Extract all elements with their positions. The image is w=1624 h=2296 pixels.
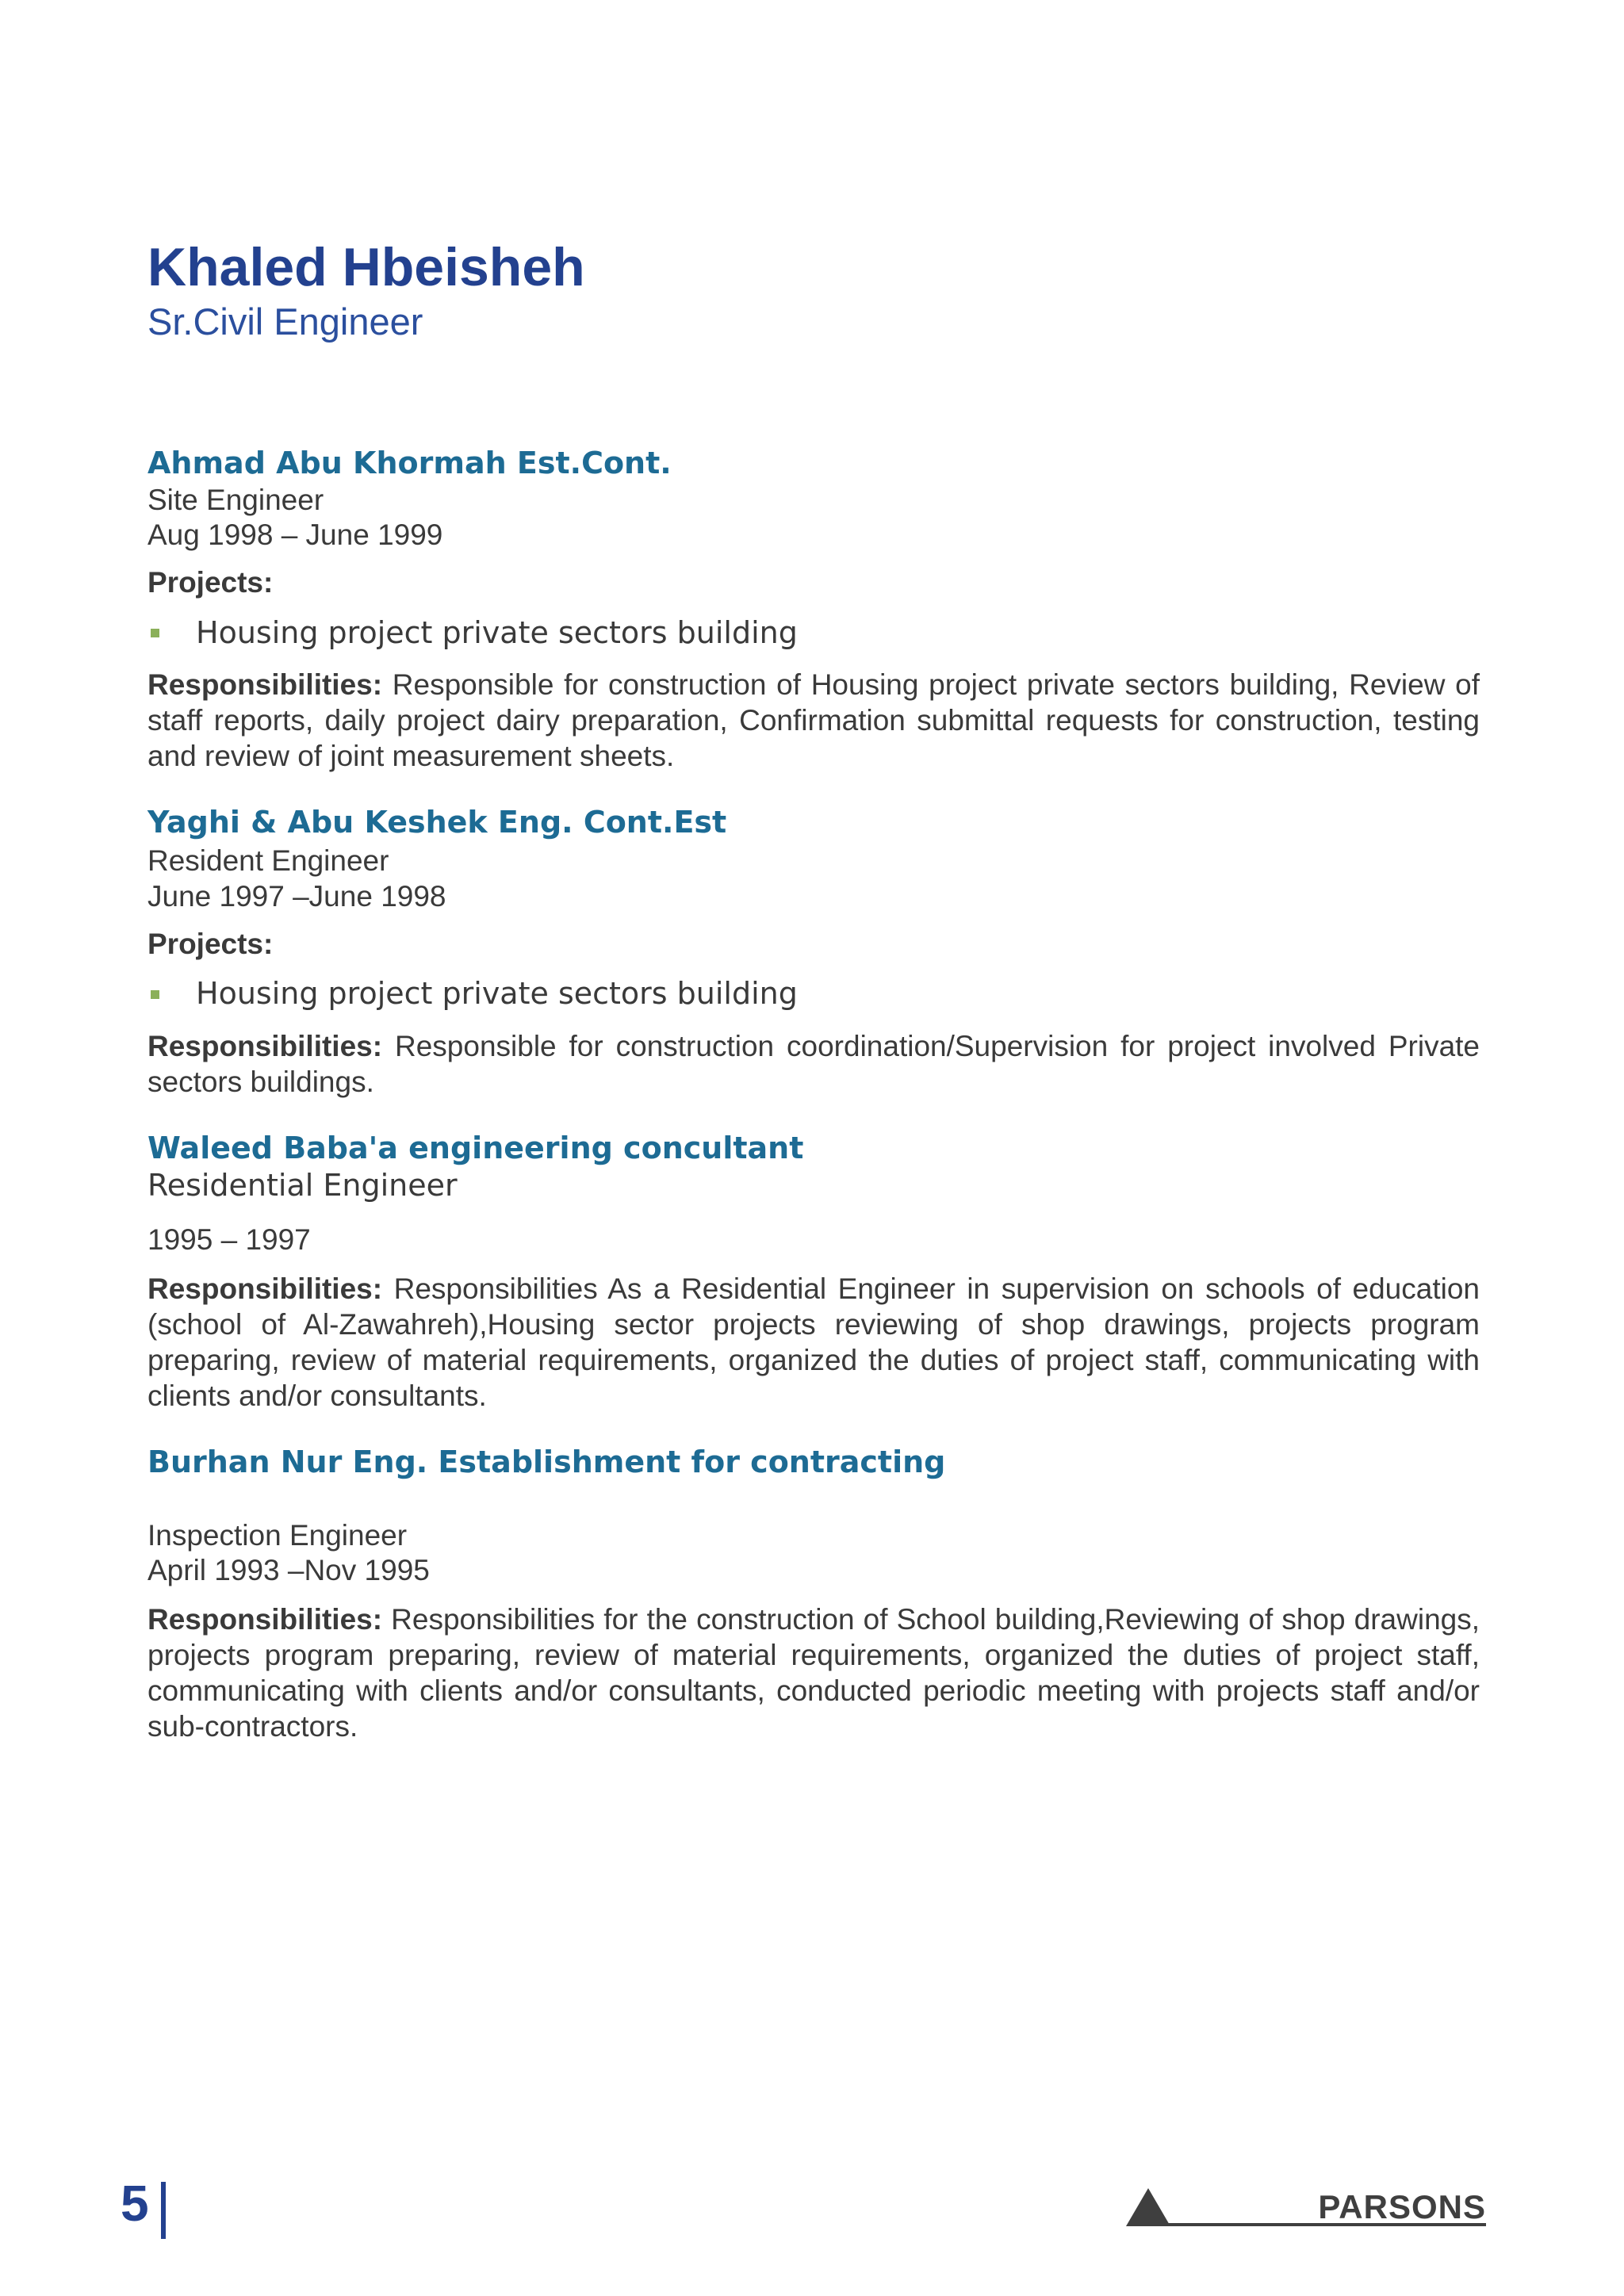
square-bullet-icon bbox=[151, 629, 159, 637]
project-item-text: Housing project private sectors building bbox=[196, 614, 798, 650]
employer-name: Burhan Nur Eng. Establishment for contracting bbox=[147, 1445, 946, 1480]
job-role: Site Engineer bbox=[147, 483, 324, 516]
page-number: 5 bbox=[121, 2175, 149, 2232]
projects-label: Projects: bbox=[147, 927, 274, 960]
parsons-triangle-logo bbox=[1124, 2182, 1489, 2229]
experience-entry bbox=[147, 1445, 1480, 1744]
person-name: Khaled Hbeisheh bbox=[147, 237, 585, 297]
responsibilities-label: Responsibilities: bbox=[147, 1029, 383, 1062]
experience-entry bbox=[147, 446, 1480, 775]
logo-text: PARSONS bbox=[1318, 2188, 1486, 2225]
square-bullet-icon bbox=[151, 990, 159, 999]
page-number-divider bbox=[161, 2182, 166, 2239]
responsibilities-label: Responsibilities: bbox=[147, 1272, 383, 1305]
project-item-text: Housing project private sectors building bbox=[196, 976, 798, 1012]
job-dates: June 1997 –June 1998 bbox=[147, 879, 446, 913]
job-role: Residential Engineer bbox=[147, 1167, 458, 1203]
job-role: Resident Engineer bbox=[147, 844, 389, 878]
employer-name: Ahmad Abu Khormah Est.Cont. bbox=[147, 445, 672, 480]
person-title: Sr.Civil Engineer bbox=[147, 300, 423, 342]
project-item bbox=[147, 614, 1480, 652]
cv-header bbox=[147, 238, 1480, 343]
employer-name: Yaghi & Abu Keshek Eng. Cont.Est bbox=[147, 805, 727, 840]
experience-entry bbox=[147, 806, 1480, 1100]
responsibilities-label: Responsibilities: bbox=[147, 1602, 383, 1636]
responsibilities-text: Responsible for construction of Housing project private sectors building, Review of staff reports, daily project dairy preparation, Confirmation submittal requests for construction, testing and review of joint measurement sheets. bbox=[147, 668, 1480, 773]
job-dates: April 1993 –Nov 1995 bbox=[147, 1554, 430, 1587]
experience-entry bbox=[147, 1131, 1480, 1414]
responsibilities bbox=[147, 667, 1480, 774]
responsibilities-label: Responsibilities: bbox=[147, 668, 383, 702]
job-dates: Aug 1998 – June 1999 bbox=[147, 518, 443, 551]
projects-label: Projects: bbox=[147, 566, 274, 599]
responsibilities-text: Responsible for construction coordination/Supervision for project involved Private sectors buildings. bbox=[147, 1029, 1480, 1098]
logo-triangle-icon bbox=[1126, 2188, 1170, 2226]
job-role: Inspection Engineer bbox=[147, 1518, 408, 1552]
responsibilities bbox=[147, 1028, 1480, 1100]
responsibilities bbox=[147, 1601, 1480, 1745]
cv-content bbox=[147, 238, 1480, 1744]
employer-name: Waleed Baba'a engineering concultant bbox=[147, 1130, 804, 1165]
responsibilities-text: Responsibilities for the construction of School building,Reviewing of shop drawings, projects program preparing, review of material requirements, organized the duties of project staff, communicating with clients and/or consultants, conducted periodic meeting with projects staff and/or sub-contractors. bbox=[147, 1602, 1480, 1743]
responsibilities-text: Responsibilities As a Residential Engineer in supervision on schools of education (school of Al-Zawahreh),Housing sector projects reviewing of shop drawings, projects program preparing, review of material requirements, organized the duties of project staff, communicating with clients and/or consultants. bbox=[147, 1272, 1480, 1413]
job-dates: 1995 – 1997 bbox=[147, 1223, 311, 1257]
responsibilities bbox=[147, 1271, 1480, 1414]
project-item bbox=[147, 974, 1480, 1013]
